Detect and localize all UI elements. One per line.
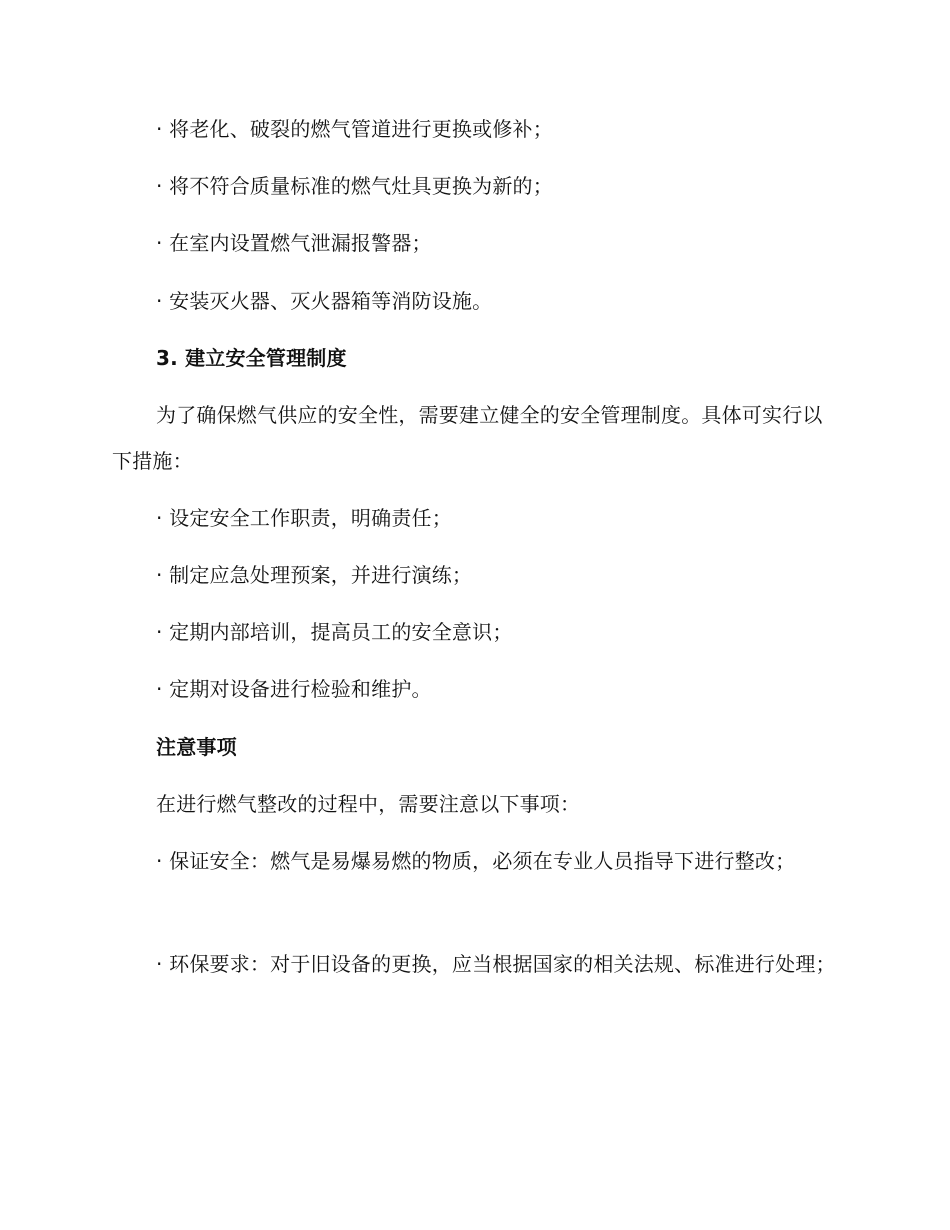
bullet-environmental-requirements: · 环保要求：对于旧设备的更换，应当根据国家的相关法规、标准进行处理；: [156, 952, 836, 976]
bullet-internal-training: · 定期内部培训，提高员工的安全意识；: [156, 620, 513, 644]
section-heading-safety-management: 3. 建立安全管理制度: [156, 346, 347, 370]
bullet-leak-alarm: · 在室内设置燃气泄漏报警器；: [156, 231, 432, 255]
bullet-replace-pipes: · 将老化、破裂的燃气管道进行更换或修补；: [156, 117, 553, 141]
bullet-equipment-inspection: · 定期对设备进行检验和维护。: [156, 677, 432, 701]
bullet-replace-stoves: · 将不符合质量标准的燃气灶具更换为新的；: [156, 174, 553, 198]
bullet-fire-extinguishers: · 安装灭火器、灭火器箱等消防设施。: [156, 289, 493, 313]
bullet-emergency-plan: · 制定应急处理预案，并进行演练；: [156, 563, 473, 587]
section-heading-notes: 注意事项: [156, 735, 237, 759]
bullet-ensure-safety: · 保证安全：燃气是易爆易燃的物质，必须在专业人员指导下进行整改；: [156, 849, 796, 873]
paragraph-notes-intro: 在进行燃气整改的过程中，需要注意以下事项：: [156, 792, 581, 816]
bullet-safety-duties: · 设定安全工作职责，明确责任；: [156, 506, 452, 530]
paragraph-safety-management-intro: 为了确保燃气供应的安全性，需要建立健全的安全管理制度。具体可实行以下措施：: [112, 403, 823, 473]
